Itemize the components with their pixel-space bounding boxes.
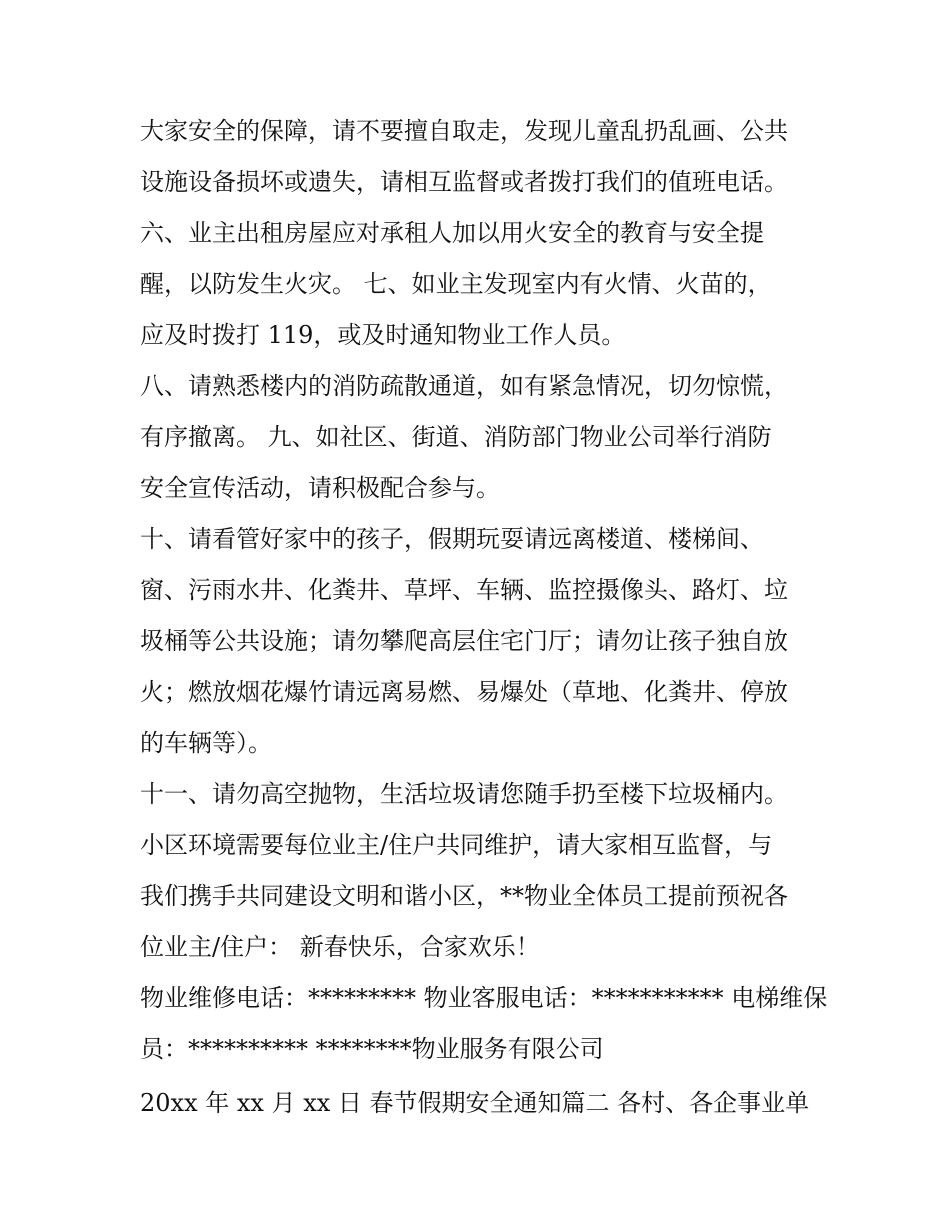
text-line: 小区环境需要每位业主/住户共同维护，请大家相互监督，与: [140, 831, 773, 859]
text-line: 设施设备损坏或遗失，请相互监督或者拨打我们的值班电话。: [140, 168, 788, 196]
text-line: 20xx 年 xx 月 xx 日 春节假期安全通知篇二 各村、各企事业单: [140, 1089, 810, 1117]
text-line: 我们携手共同建设文明和谐小区，**物业全体员工提前预祝各: [140, 882, 788, 910]
text-line: 八、请熟悉楼内的消防疏散通道，如有紧急情况，切勿惊慌，: [140, 372, 788, 400]
text-line: 安全宣传活动，请积极配合参与。: [140, 474, 500, 502]
text-line: 窗、污雨水井、化粪井、草坪、车辆、监控摄像头、路灯、垃: [140, 576, 788, 604]
text-line: 圾桶等公共设施；请勿攀爬高层住宅门厅；请勿让孩子独自放: [140, 627, 788, 655]
text-line: 十、请看管好家中的孩子，假期玩耍请远离楼道、楼梯间、: [140, 525, 764, 553]
text-line: 大家安全的保障，请不要擅自取走，发现儿童乱扔乱画、公共: [140, 117, 788, 145]
document-body: [140, 106, 830, 1129]
text-line: 醒，以防发生火灾。 七、如业主发现室内有火情、火苗的，: [140, 270, 772, 298]
text-line: 员：********** ********物业服务有限公司: [140, 1035, 604, 1063]
text-line: 位业主/住户： 新春快乐，合家欢乐！: [140, 933, 540, 961]
text-line: 有序撤离。 九、如社区、街道、消防部门物业公司举行消防: [140, 423, 772, 451]
text-line: 的车辆等）。: [140, 729, 272, 757]
text-line: 六、业主出租房屋应对承租人加以用火安全的教育与安全提: [140, 219, 764, 247]
text-line: 物业维修电话：********* 物业客服电话：*********** 电梯维保: [140, 984, 828, 1012]
text-line: 十一、请勿高空抛物，生活垃圾请您随手扔至楼下垃圾桶内。: [140, 780, 788, 808]
text-line: 应及时拨打 119，或及时通知物业工作人员。: [140, 321, 626, 349]
text-line: 火；燃放烟花爆竹请远离易燃、易爆处（草地、化粪井、停放: [140, 678, 788, 706]
